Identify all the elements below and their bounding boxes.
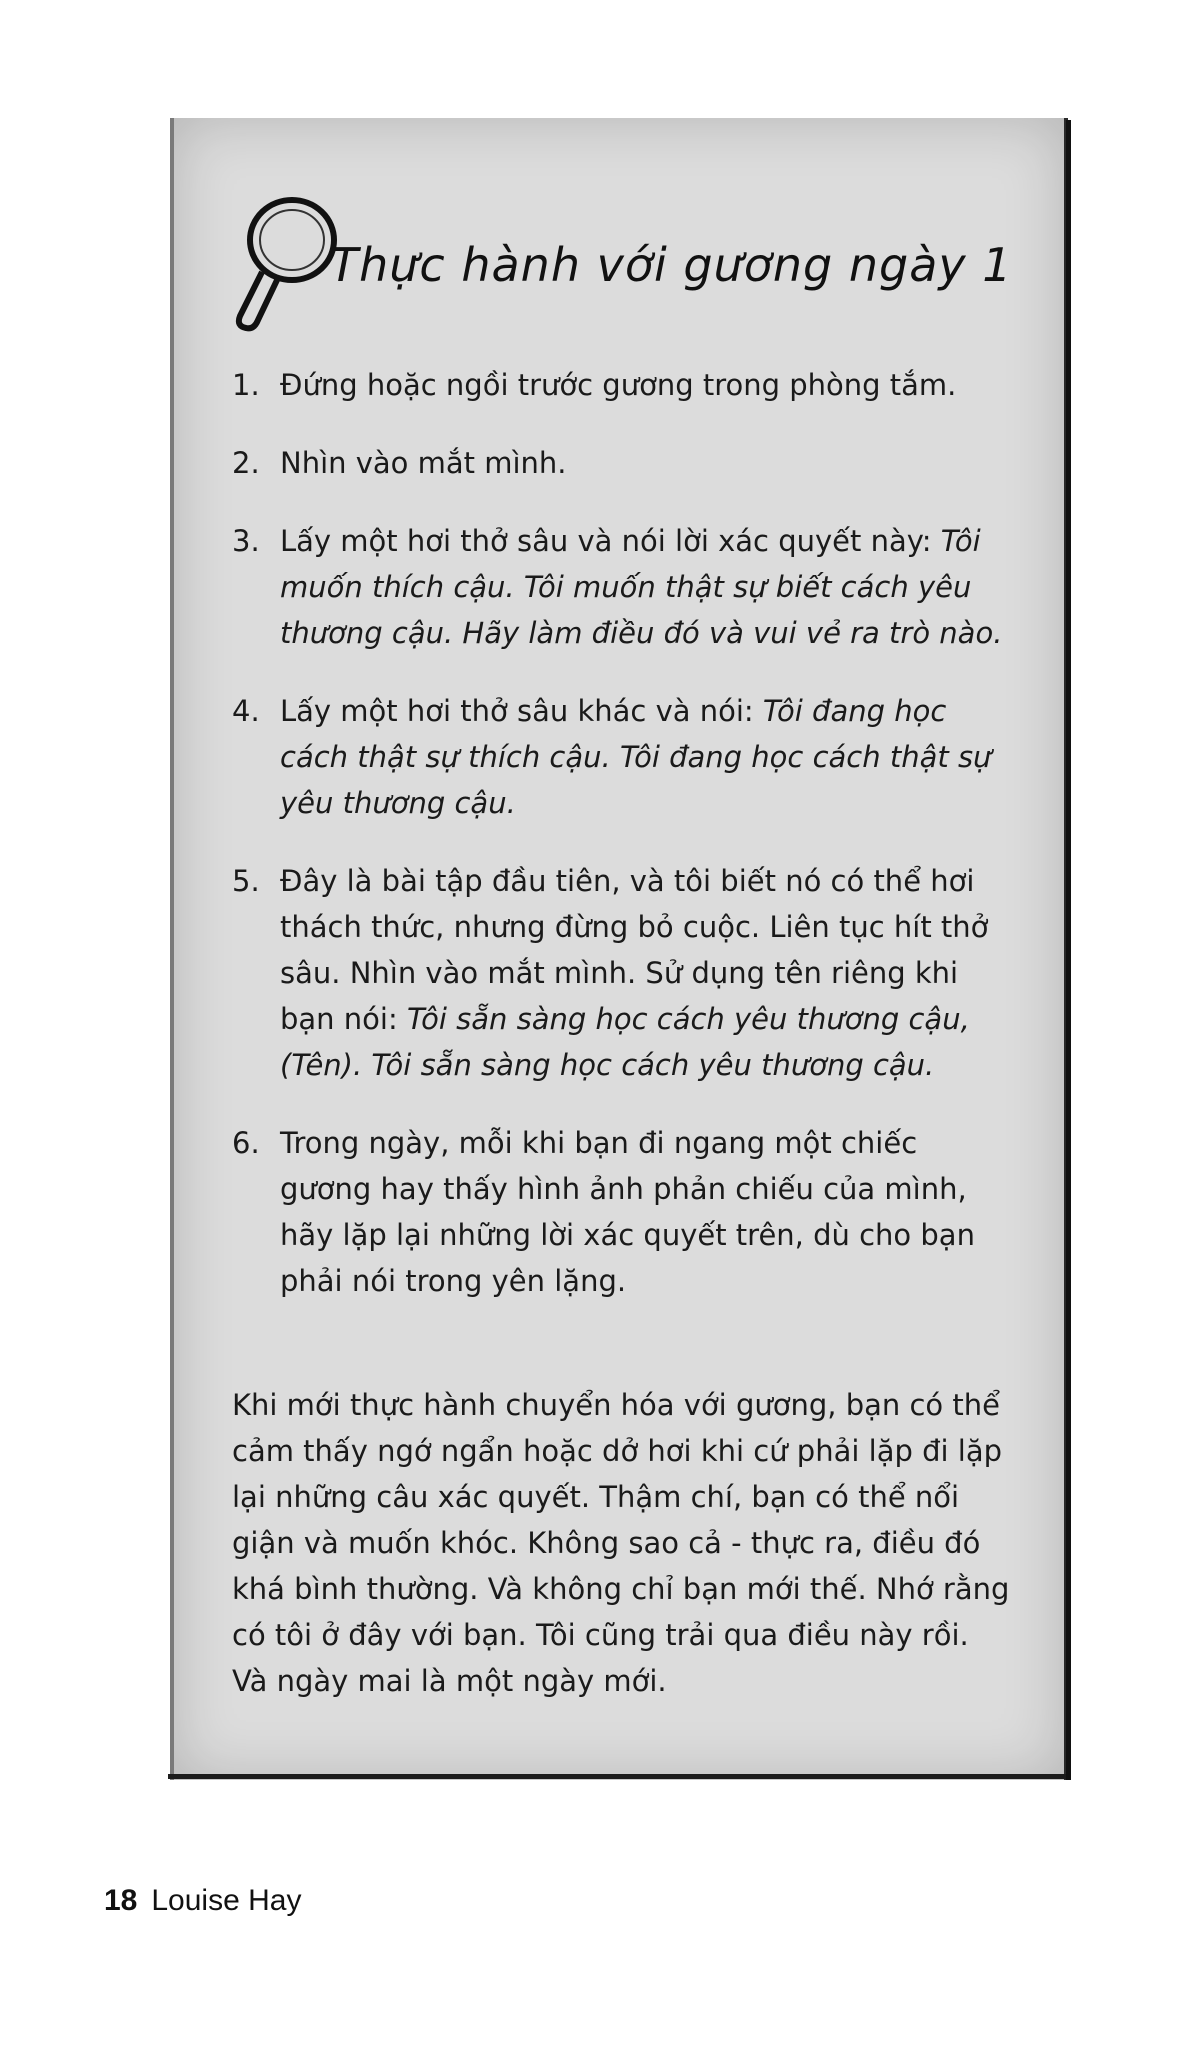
- step-number: 6.: [232, 1126, 260, 1160]
- card-bottom-rule: [168, 1774, 1066, 1779]
- affirmation-text: Tôi đang học cách thật sự thích cậu. Tôi đang học cách thật sự yêu thương cậu.: [280, 694, 992, 820]
- step-number: 2.: [232, 446, 260, 480]
- step-number: 5.: [232, 864, 260, 898]
- affirmation-text: Tôi muốn thích cậu. Tôi muốn thật sự biết cách yêu thương cậu. Hãy làm điều đó và vui vẻ ra trò nào.: [280, 524, 1003, 650]
- step-number: 3.: [232, 524, 260, 558]
- step-text: Lấy một hơi thở sâu và nói lời xác quyết này: Tôi muốn thích cậu. Tôi muốn thật sự biết cách yêu thương cậu. Hãy làm điều đó và vui vẻ ra trò nào.: [280, 524, 1003, 650]
- step-number: 4.: [232, 694, 260, 728]
- list-item: [232, 1120, 1012, 1304]
- step-text: Nhìn vào mắt mình.: [280, 446, 567, 480]
- list-item: [232, 362, 1012, 408]
- closing-paragraph: Khi mới thực hành chuyển hóa với gương, bạn có thể cảm thấy ngớ ngẩn hoặc dở hơi khi cứ phải lặp đi lặp lại những câu xác quyết. Thậm chí, bạn có thể nổi giận và muốn khóc. Không sao cả - thực ra, điều đó khá bình thường. Và không chỉ bạn mới thế. Nhớ rằng có tôi ở đây với bạn. Tôi cũng trải qua điều này rồi. Và ngày mai là một ngày mới.: [232, 1388, 1010, 1698]
- list-item: [232, 440, 1012, 486]
- page-footer: [104, 1884, 301, 1918]
- step-text: Đứng hoặc ngồi trước gương trong phòng tắm.: [280, 368, 957, 402]
- list-item: [232, 858, 1012, 1088]
- card-right-border: [1066, 120, 1071, 1780]
- hand-mirror-icon: [222, 188, 342, 338]
- affirmation-text: Tôi sẵn sàng học cách yêu thương cậu, (Tên). Tôi sẵn sàng học cách yêu thương cậu.: [280, 1002, 970, 1082]
- list-item: [232, 688, 1012, 826]
- step-text: Đây là bài tập đầu tiên, và tôi biết nó có thể hơi thách thức, nhưng đừng bỏ cuộc. Liên tục hít thở sâu. Nhìn vào mắt mình. Sử dụng tên riêng khi bạn nói: Tôi sẵn sàng học cách yêu thương cậu, (Tên). Tôi sẵn sàng học cách yêu thương cậu.: [280, 864, 989, 1082]
- author-name: Louise Hay: [151, 1884, 302, 1917]
- page-number: 18: [104, 1884, 138, 1917]
- step-text: Trong ngày, mỗi khi bạn đi ngang một chiếc gương hay thấy hình ảnh phản chiếu của mình, hãy lặp lại những lời xác quyết trên, dù cho bạn phải nói trong yên lặng.: [280, 1126, 975, 1298]
- step-text: Lấy một hơi thở sâu khác và nói: Tôi đang học cách thật sự thích cậu. Tôi đang học cách thật sự yêu thương cậu.: [280, 694, 992, 820]
- exercise-steps: [232, 362, 1012, 1336]
- list-item: [232, 518, 1012, 656]
- step-number: 1.: [232, 368, 260, 402]
- page-title: Thực hành với gương ngày 1: [330, 238, 1013, 292]
